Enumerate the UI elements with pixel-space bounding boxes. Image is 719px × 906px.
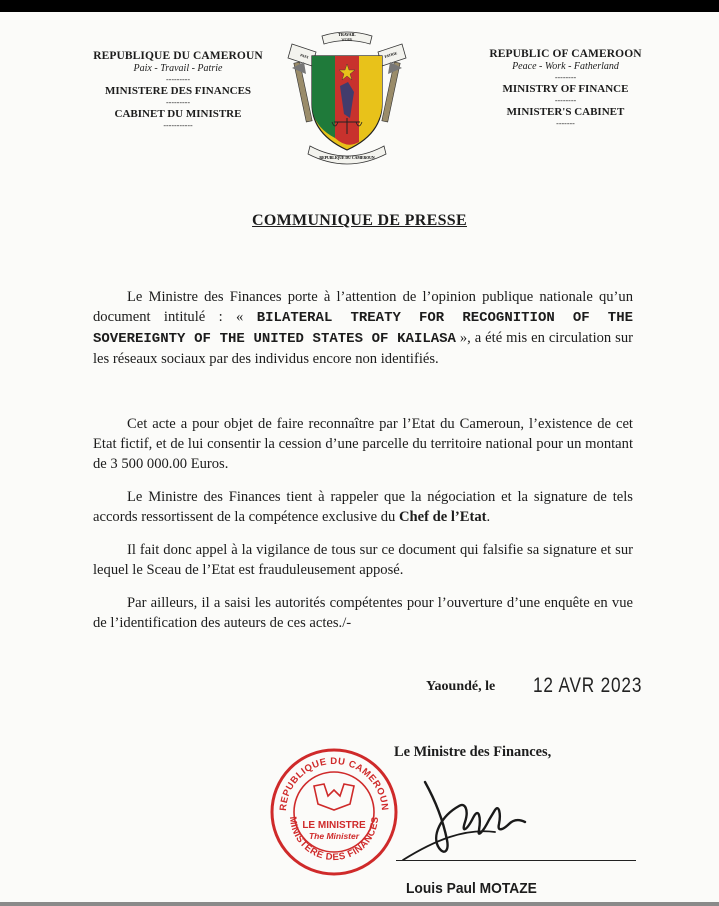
- svg-text:PATRIE: PATRIE: [384, 51, 398, 59]
- svg-text:TRAVAIL: TRAVAIL: [338, 32, 356, 37]
- separator: -------: [556, 119, 575, 128]
- signatory-name: Louis Paul MOTAZE: [406, 880, 537, 897]
- country-name-en: REPUBLIC OF CAMEROON: [489, 48, 642, 60]
- header-right-english: [478, 48, 653, 129]
- separator: --------: [554, 73, 577, 82]
- official-red-stamp: [268, 746, 400, 878]
- treaty-title: BILATERAL TREATY FOR RECOGNITION OF THE SOVEREIGNTY OF THE UNITED STATES OF KAILASA: [93, 310, 633, 347]
- stamp-ring-bottom: MINISTERE DES FINANCES: [286, 815, 382, 864]
- country-name-fr: REPUBLIQUE DU CAMEROUN: [93, 50, 263, 62]
- motto-fr: Paix - Travail - Patrie: [133, 63, 223, 74]
- office-name-fr: CABINET DU MINISTRE: [114, 108, 242, 120]
- separator: -----------: [163, 121, 193, 130]
- handwritten-signature: [395, 770, 625, 870]
- stamp-ring-top: REPUBLIQUE DU CAMEROUN: [277, 755, 391, 812]
- paragraph-5: Par ailleurs, il a saisi les autorités compétentes pour l’ouverture d’une enquête en vue de l’identification des auteurs de ces actes./-: [93, 595, 633, 631]
- head-of-state: Chef de l’Etat: [398, 509, 487, 525]
- coat-banner-text: REPUBLIQUE DU CAMEROUN: [319, 156, 375, 160]
- svg-text:PAIX: PAIX: [299, 53, 310, 60]
- signatory-title: Le Ministre des Finances,: [394, 744, 552, 760]
- paragraph-2: Cet acte a pour objet de faire reconnaître par l’Etat du Cameroun, l’existence de cet Etat fictif, et de lui consentir la cession d’une parcelle du territoire national pour un montant de 3 500 000.00 Euros.: [93, 416, 633, 472]
- signature-line: [396, 860, 636, 861]
- paragraph-3: Le Ministre des Finances tient à rappeler que la négociation et la signature de tels accords ressortissent de la compétence exclusive du Chef de l’Etat.: [93, 489, 633, 525]
- office-name-en: MINISTER'S CABINET: [506, 106, 625, 118]
- stamp-emblem-icon: [314, 784, 354, 810]
- paragraph-4: Il fait donc appel à la vigilance de tous sur ce document qui falsifie sa signature et sur lequel le Sceau de l’Etat est frauduleusement apposé.: [93, 542, 633, 578]
- ministry-name-fr: MINISTERE DES FINANCES: [104, 85, 252, 97]
- document-title: COMMUNIQUE DE PRESSE: [252, 212, 467, 229]
- bottom-bar: [0, 902, 719, 906]
- separator: --------: [554, 96, 577, 105]
- separator: ---------: [166, 98, 190, 107]
- separator: ---------: [166, 75, 190, 84]
- coat-of-arms-emblem: [282, 22, 412, 172]
- date-stamp-value: 12 AVR 2023: [533, 674, 643, 697]
- top-bar: [0, 0, 719, 12]
- paragraph-1: Le Ministre des Finances porte à l’attention de l’opinion publique nationale qu’un document intitulé : « BILATERAL TREATY FOR RECOGNITION OF THE SOVEREIGNTY OF THE UNITED STATES OF KAILASA », a été mis en circulation sur les réseaux sociaux par des individus encore non identifiés.: [93, 289, 633, 367]
- date-label: Yaoundé, le: [426, 679, 496, 694]
- header-left-french: [88, 50, 268, 131]
- motto-en: Peace - Work - Fatherland: [512, 61, 619, 72]
- ministry-name-en: MINISTRY OF FINANCE: [502, 83, 629, 95]
- stamp-center-en: The Minister: [308, 831, 360, 841]
- stamp-center-fr: LE MINISTRE: [302, 820, 366, 831]
- svg-text:WORK: WORK: [341, 38, 353, 42]
